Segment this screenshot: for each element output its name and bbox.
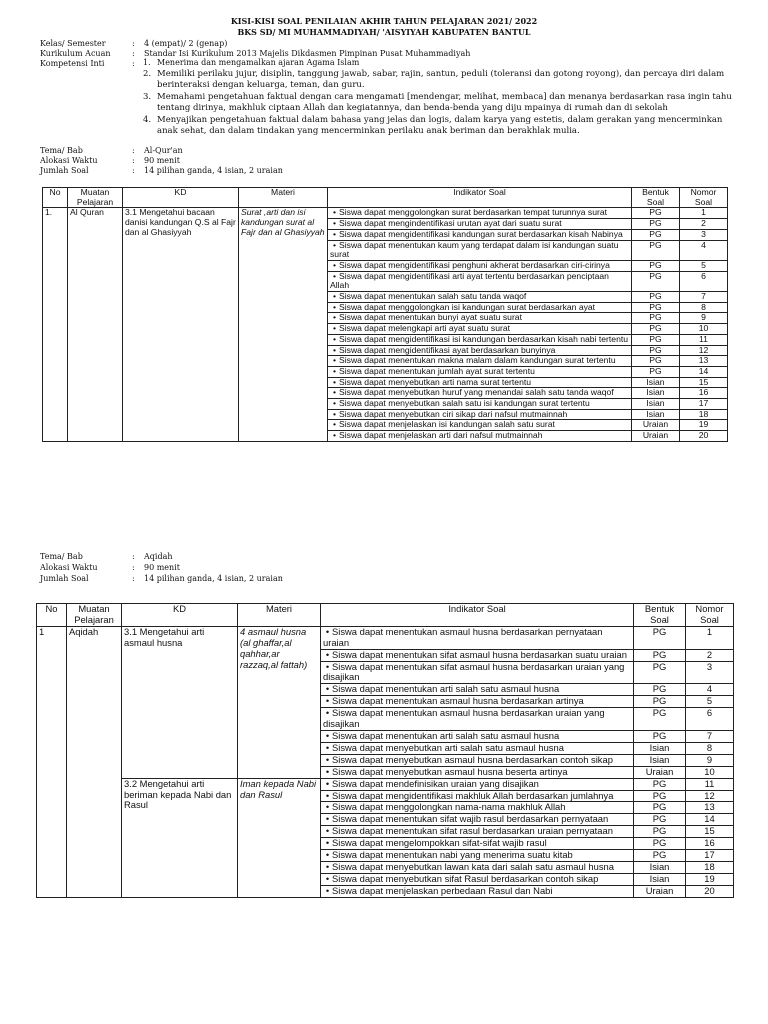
kompetensi-inti-list <box>143 58 733 138</box>
indikator-text: Siswa dapat menentukan sifat rasul berdasarkan uraian pernyataan <box>332 825 613 837</box>
indikator-cell <box>328 366 632 377</box>
indikator-cell <box>328 377 632 388</box>
indikator-text: Siswa dapat menentukan arti salah satu asmaul husna <box>332 683 560 695</box>
nomor-soal: 4 <box>686 684 734 696</box>
indikator-cell <box>321 730 634 742</box>
row-muatan: Aqidah <box>67 626 122 897</box>
bullet-icon: • <box>332 430 336 441</box>
nomor-soal: 12 <box>680 345 728 356</box>
bullet-icon: • <box>332 376 336 387</box>
indikator-text: Siswa dapat menentukan jumlah ayat surat tertentu <box>339 365 535 376</box>
meta-kelas-value: 4 (empat)/ 2 (genap) <box>144 39 228 48</box>
section1-alokasi: Alokasi Waktu : 90 menit <box>40 156 180 165</box>
indikator-text: Siswa dapat mengidentifikasi arti ayat tertentu berdasarkan penciptaan Allah <box>330 270 609 291</box>
nomor-soal: 6 <box>686 708 734 731</box>
kisi-table-alquran <box>42 187 728 442</box>
bentuk-soal: Isian <box>632 388 680 399</box>
nomor-soal: 8 <box>686 742 734 754</box>
indikator-text: Siswa dapat mengidentifikasi makhluk Allah berdasarkan jumlahnya <box>332 789 614 801</box>
indikator-text: Siswa dapat melengkapi arti ayat suatu surat <box>339 323 511 334</box>
indikator-text: Siswa dapat menentukan sifat asmaul husna berdasarkan uraian yang disajikan <box>323 660 625 683</box>
ki-item: 4. Menyajikan pengetahuan faktual dalam bahasa yang jelas dan logis, dalam karya yang estetis, dalam gerakan yang mencerminkan anak sehat, dan dalam tindakan yang mencerminkan perilaku anak beriman dan berakhlak mulia. <box>143 115 723 136</box>
col-kd: KD <box>122 604 238 627</box>
row-no: 1 <box>37 626 67 897</box>
bullet-icon: • <box>325 729 330 741</box>
bentuk-soal: Uraian <box>632 431 680 442</box>
indikator-cell <box>321 802 634 814</box>
row-materi: 4 asmaul husna (al ghaffar,al qahhar,ar razzaq,al fattah) <box>238 626 321 778</box>
table-row <box>37 778 734 790</box>
nomor-soal: 3 <box>680 229 728 240</box>
meta-kurikulum: Kurikulum Acuan : Standar Isi Kurikulum 2013 Majelis Dikdasmen Pimpinan Pusat Muhammadiyah <box>40 49 471 58</box>
indikator-cell <box>321 814 634 826</box>
indikator-text: Siswa dapat menyebutkan asmaul husna berdasarkan contoh sikap <box>332 753 613 765</box>
indikator-cell <box>321 850 634 862</box>
indikator-cell <box>321 626 634 649</box>
indikator-text: Siswa dapat mengidentifikasi ayat berdasarkan bunyinya <box>339 344 556 355</box>
nomor-soal: 2 <box>686 649 734 661</box>
row-materi: Surat ,arti dan isi kandungan surat al Fajr dan al Ghasiyyah <box>239 208 328 441</box>
bullet-icon: • <box>332 270 336 281</box>
bentuk-soal: Uraian <box>634 885 686 897</box>
indikator-cell <box>328 292 632 303</box>
indikator-cell <box>328 324 632 335</box>
indikator-cell <box>321 766 634 778</box>
nomor-soal: 18 <box>686 861 734 873</box>
nomor-soal: 19 <box>686 873 734 885</box>
bullet-icon: • <box>332 312 336 323</box>
indikator-text: Siswa dapat menggolongkan nama-nama makhluk Allah <box>332 801 566 813</box>
indikator-text: Siswa dapat menggolongkan surat berdasarkan tempat turunnya surat <box>339 207 608 218</box>
indikator-cell <box>328 313 632 324</box>
bentuk-soal: PG <box>632 313 680 324</box>
bentuk-soal: Isian <box>634 742 686 754</box>
indikator-cell <box>328 302 632 313</box>
nomor-soal: 17 <box>680 399 728 410</box>
nomor-soal: 9 <box>686 754 734 766</box>
meta-ki-label: Kompetensi Inti <box>40 59 105 68</box>
bentuk-soal: Isian <box>634 754 686 766</box>
row-kd: 3.2 Mengetahui arti beriman kepada Nabi dan Rasul <box>122 778 238 897</box>
bullet-icon: • <box>325 789 330 801</box>
bullet-icon: • <box>325 695 330 707</box>
bullet-icon: • <box>325 707 330 719</box>
indikator-text: Siswa dapat menentukan nabi yang menerima suatu kitab <box>332 849 573 861</box>
bentuk-soal: PG <box>634 649 686 661</box>
indikator-cell <box>321 778 634 790</box>
bullet-icon: • <box>332 344 336 355</box>
bullet-icon: • <box>325 872 330 884</box>
nomor-soal: 2 <box>680 219 728 230</box>
indikator-cell <box>321 649 634 661</box>
bullet-icon: • <box>325 801 330 813</box>
bentuk-soal: PG <box>634 730 686 742</box>
table-header-row <box>43 188 728 208</box>
nomor-soal: 18 <box>680 409 728 420</box>
col-bentuk: Bentuk Soal <box>634 604 686 627</box>
nomor-soal: 14 <box>686 814 734 826</box>
indikator-cell <box>321 873 634 885</box>
indikator-cell <box>328 356 632 367</box>
ki-item: 3. Memahami pengetahuan faktual dengan cara mengamati [mendengar, melihat, membaca] dan menanya berdasarkan rasa ingin tahu tentang dirinya, makhluk ciptaan Allah dan kegiatannya, dan benda-benda yang diju mpainya di rumah dan di sekolah <box>143 92 732 113</box>
indikator-cell <box>328 240 632 260</box>
indikator-text: Siswa dapat menentukan sifat asmaul husna berdasarkan suatu uraian <box>332 648 627 660</box>
table-header-row <box>37 604 734 627</box>
indikator-text: Siswa dapat mengidentifikasi penghuni akherat berdasarkan ciri-cirinya <box>339 259 610 270</box>
bentuk-soal: PG <box>634 826 686 838</box>
indikator-text: Siswa dapat menentukan sifat wajib rasul berdasarkan pernyataan <box>332 813 609 825</box>
bullet-icon: • <box>332 419 336 430</box>
indikator-text: Siswa dapat menyebutkan lawan kata dari salah satu asmaul husna <box>332 860 614 872</box>
bentuk-soal: Uraian <box>634 766 686 778</box>
bullet-icon: • <box>325 648 330 660</box>
col-nomor: Nomor Soal <box>680 188 728 208</box>
section2-tema: Tema/ Bab : Aqidah <box>40 552 173 561</box>
bentuk-soal: PG <box>632 324 680 335</box>
indikator-cell <box>321 826 634 838</box>
bentuk-soal: PG <box>632 334 680 345</box>
indikator-text: Siswa dapat menyebutkan huruf yang menandai salah satu tanda waqof <box>339 387 614 398</box>
nomor-soal: 15 <box>686 826 734 838</box>
bentuk-soal: PG <box>634 850 686 862</box>
nomor-soal: 8 <box>680 302 728 313</box>
col-materi: Materi <box>238 604 321 627</box>
bentuk-soal: PG <box>632 366 680 377</box>
meta-kelas: Kelas/ Semester : 4 (empat)/ 2 (genap) <box>40 39 228 48</box>
indikator-cell <box>328 334 632 345</box>
bentuk-soal: PG <box>634 838 686 850</box>
col-indikator: Indikator Soal <box>328 188 632 208</box>
bentuk-soal: PG <box>632 208 680 219</box>
bentuk-soal: PG <box>634 802 686 814</box>
nomor-soal: 9 <box>680 313 728 324</box>
nomor-soal: 13 <box>686 802 734 814</box>
indikator-text: Siswa dapat mengindentifikasi urutan ayat dari suatu surat <box>339 218 562 229</box>
indikator-cell <box>321 684 634 696</box>
bullet-icon: • <box>332 323 336 334</box>
nomor-soal: 1 <box>680 208 728 219</box>
bullet-icon: • <box>325 683 330 695</box>
nomor-soal: 11 <box>686 778 734 790</box>
row-kd: 3.1 Mengetahui bacaan danisi kandungan Q.S al Fajr dan al Ghasiyyah <box>123 208 239 441</box>
nomor-soal: 15 <box>680 377 728 388</box>
section2-alokasi: Alokasi Waktu : 90 menit <box>40 563 180 572</box>
indikator-cell <box>328 388 632 399</box>
col-muatan: Muatan Pelajaran <box>67 604 122 627</box>
bentuk-soal: PG <box>634 684 686 696</box>
ki-item: 2. Memiliki perilaku jujur, disiplin, tanggung jawab, sabar, rajin, santun, peduli (toleransi dan gotong royong), dan percaya diri dalam berinteraksi dengan keluarga, teman, dan guru. <box>143 69 725 90</box>
bentuk-soal: PG <box>632 345 680 356</box>
bullet-icon: • <box>325 825 330 837</box>
table-row <box>37 626 734 649</box>
section1-jumlah: Jumlah Soal : 14 pilihan ganda, 4 isian, 2 uraian <box>40 166 283 175</box>
nomor-soal: 3 <box>686 661 734 684</box>
nomor-soal: 12 <box>686 790 734 802</box>
row-materi: Iman kepada Nabi dan Rasul <box>238 778 321 897</box>
bentuk-soal: PG <box>634 696 686 708</box>
indikator-cell <box>321 661 634 684</box>
nomor-soal: 5 <box>686 696 734 708</box>
nomor-soal: 10 <box>686 766 734 778</box>
indikator-cell <box>328 399 632 410</box>
bullet-icon: • <box>332 207 336 218</box>
bullet-icon: • <box>332 259 336 270</box>
indikator-text: Siswa dapat menentukan bunyi ayat suatu surat <box>339 312 522 323</box>
document-subtitle: BKS SD/ MI MUHAMMADIYAH/ 'AISYIYAH KABUPATEN BANTUL <box>237 27 531 37</box>
nomor-soal: 5 <box>680 260 728 271</box>
bentuk-soal: Isian <box>632 377 680 388</box>
indikator-text: Siswa dapat menentukan salah satu tanda waqof <box>339 291 527 302</box>
indikator-text: Siswa dapat mengidentifikasi isi kandungan berdasarkan kisah nabi tertentu <box>339 333 629 344</box>
bullet-icon: • <box>325 753 330 765</box>
indikator-cell <box>321 861 634 873</box>
col-materi: Materi <box>239 188 328 208</box>
section1-tema: Tema/ Bab : Al-Qur'an <box>40 146 183 155</box>
indikator-text: Siswa dapat menentukan asmaul husna berdasarkan artinya <box>332 695 584 707</box>
indikator-cell <box>321 708 634 731</box>
bentuk-soal: Isian <box>634 861 686 873</box>
bentuk-soal: PG <box>632 229 680 240</box>
bentuk-soal: PG <box>634 814 686 826</box>
indikator-cell <box>321 696 634 708</box>
bentuk-soal: PG <box>632 302 680 313</box>
bentuk-soal: Uraian <box>632 420 680 431</box>
col-no: No <box>37 604 67 627</box>
bullet-icon: • <box>332 218 336 229</box>
section2-jumlah: Jumlah Soal : 14 pilihan ganda, 4 isian, 2 uraian <box>40 574 283 583</box>
nomor-soal: 17 <box>686 850 734 862</box>
nomor-soal: 7 <box>686 730 734 742</box>
bullet-icon: • <box>332 333 336 344</box>
indikator-text: Siswa dapat menentukan asmaul husna berdasarkan uraian yang disajikan <box>323 707 605 730</box>
bentuk-soal: PG <box>632 240 680 260</box>
bentuk-soal: PG <box>632 292 680 303</box>
nomor-soal: 4 <box>680 240 728 260</box>
bentuk-soal: PG <box>632 271 680 291</box>
bullet-icon: • <box>325 884 330 896</box>
indikator-cell <box>328 420 632 431</box>
indikator-cell <box>328 409 632 420</box>
nomor-soal: 13 <box>680 356 728 367</box>
bentuk-soal: PG <box>634 708 686 731</box>
bullet-icon: • <box>332 228 336 239</box>
row-no: 1. <box>43 208 68 441</box>
bentuk-soal: PG <box>632 356 680 367</box>
indikator-text: Siswa dapat menentukan asmaul husna berdasarkan pernyataan uraian <box>323 625 603 648</box>
bentuk-soal: PG <box>634 661 686 684</box>
bentuk-soal: Isian <box>632 409 680 420</box>
nomor-soal: 19 <box>680 420 728 431</box>
indikator-cell <box>328 208 632 219</box>
indikator-cell <box>321 754 634 766</box>
bentuk-soal: PG <box>632 260 680 271</box>
col-bentuk: Bentuk Soal <box>632 188 680 208</box>
bullet-icon: • <box>325 660 330 672</box>
bullet-icon: • <box>332 355 336 366</box>
meta-kurikulum-value: Standar Isi Kurikulum 2013 Majelis Dikdasmen Pimpinan Pusat Muhammadiyah <box>144 49 471 58</box>
bentuk-soal: PG <box>634 790 686 802</box>
bullet-icon: • <box>332 408 336 419</box>
bentuk-soal: PG <box>634 778 686 790</box>
nomor-soal: 16 <box>680 388 728 399</box>
document-title: KISI-KISI SOAL PENILAIAN AKHIR TAHUN PELAJARAN 2021/ 2022 <box>230 16 538 26</box>
indikator-cell <box>321 838 634 850</box>
indikator-text: Siswa dapat menyebutkan sifat Rasul berdasarkan contoh sikap <box>332 872 599 884</box>
bullet-icon: • <box>325 625 330 637</box>
bentuk-soal: Isian <box>634 873 686 885</box>
bullet-icon: • <box>325 765 330 777</box>
bullet-icon: • <box>332 398 336 409</box>
nomor-soal: 11 <box>680 334 728 345</box>
bullet-icon: • <box>325 813 330 825</box>
indikator-text: Siswa dapat menentukan makna malam dalam kandungan surat tertentu <box>339 355 616 366</box>
indikator-cell <box>321 885 634 897</box>
indikator-cell <box>328 260 632 271</box>
bullet-icon: • <box>325 777 330 789</box>
indikator-cell <box>328 431 632 442</box>
indikator-text: Siswa dapat menyebutkan arti nama surat tertentu <box>339 376 532 387</box>
indikator-text: Siswa dapat menentukan kaum yang terdapat dalam isi kandungan suatu surat <box>330 239 619 260</box>
col-nomor: Nomor Soal <box>686 604 734 627</box>
nomor-soal: 6 <box>680 271 728 291</box>
bullet-icon: • <box>332 239 336 250</box>
indikator-text: Siswa dapat menyebutkan ciri sikap dari nafsul mutmainnah <box>339 408 568 419</box>
bentuk-soal: Isian <box>632 399 680 410</box>
bentuk-soal: PG <box>634 626 686 649</box>
indikator-text: Siswa dapat menggolongkan isi kandungan surat berdasarkan ayat <box>339 301 596 312</box>
indikator-text: Siswa dapat menentukan arti salah satu asmaul husna <box>332 729 560 741</box>
indikator-cell <box>328 271 632 291</box>
bullet-icon: • <box>325 837 330 849</box>
nomor-soal: 7 <box>680 292 728 303</box>
row-muatan: Al Quran <box>68 208 123 441</box>
indikator-text: Siswa dapat menjelaskan arti dari nafsul mutmainnah <box>339 430 543 441</box>
bullet-icon: • <box>325 849 330 861</box>
indikator-cell <box>328 345 632 356</box>
table-row <box>43 208 728 219</box>
indikator-text: Siswa dapat menyebutkan asmaul husna beserta artinya <box>332 765 568 777</box>
row-kd: 3.1 Mengetahui arti asmaul husna <box>122 626 238 778</box>
indikator-cell <box>328 229 632 240</box>
indikator-cell <box>321 790 634 802</box>
indikator-text: Siswa dapat mengidentifikasi kandungan surat berdasarkan kisah Nabinya <box>339 228 623 239</box>
indikator-text: Siswa dapat mendefinisikan uraian yang disajikan <box>332 777 539 789</box>
col-kd: KD <box>123 188 239 208</box>
bullet-icon: • <box>332 291 336 302</box>
nomor-soal: 1 <box>686 626 734 649</box>
nomor-soal: 10 <box>680 324 728 335</box>
ki-item: 1. Menerima dan mengamalkan ajaran Agama Islam <box>143 58 360 67</box>
indikator-text: Siswa dapat menyebutkan arti salah satu asmaul husna <box>332 741 564 753</box>
bullet-icon: • <box>332 387 336 398</box>
indikator-text: Siswa dapat menyebutkan salah satu isi kandungan surat tertentu <box>339 398 590 409</box>
col-indikator: Indikator Soal <box>321 604 634 627</box>
indikator-text: Siswa dapat menjelaskan isi kandungan salah satu surat <box>339 419 555 430</box>
bullet-icon: • <box>332 365 336 376</box>
col-no: No <box>43 188 68 208</box>
nomor-soal: 20 <box>680 431 728 442</box>
bullet-icon: • <box>332 301 336 312</box>
bullet-icon: • <box>325 741 330 753</box>
col-muatan: Muatan Pelajaran <box>68 188 123 208</box>
indikator-text: Siswa dapat menjelaskan perbedaan Rasul dan Nabi <box>332 884 553 896</box>
nomor-soal: 14 <box>680 366 728 377</box>
nomor-soal: 16 <box>686 838 734 850</box>
indikator-cell <box>328 219 632 230</box>
meta-ki: Kompetensi Inti : <box>40 59 135 68</box>
meta-kelas-label: Kelas/ Semester <box>40 39 106 48</box>
nomor-soal: 20 <box>686 885 734 897</box>
bullet-icon: • <box>325 860 330 872</box>
meta-kurikulum-label: Kurikulum Acuan <box>40 49 111 58</box>
bentuk-soal: PG <box>632 219 680 230</box>
kisi-table-aqidah <box>36 603 734 898</box>
indikator-cell <box>321 742 634 754</box>
indikator-text: Siswa dapat mengelompokkan sifat-sifat wajib rasul <box>332 837 547 849</box>
